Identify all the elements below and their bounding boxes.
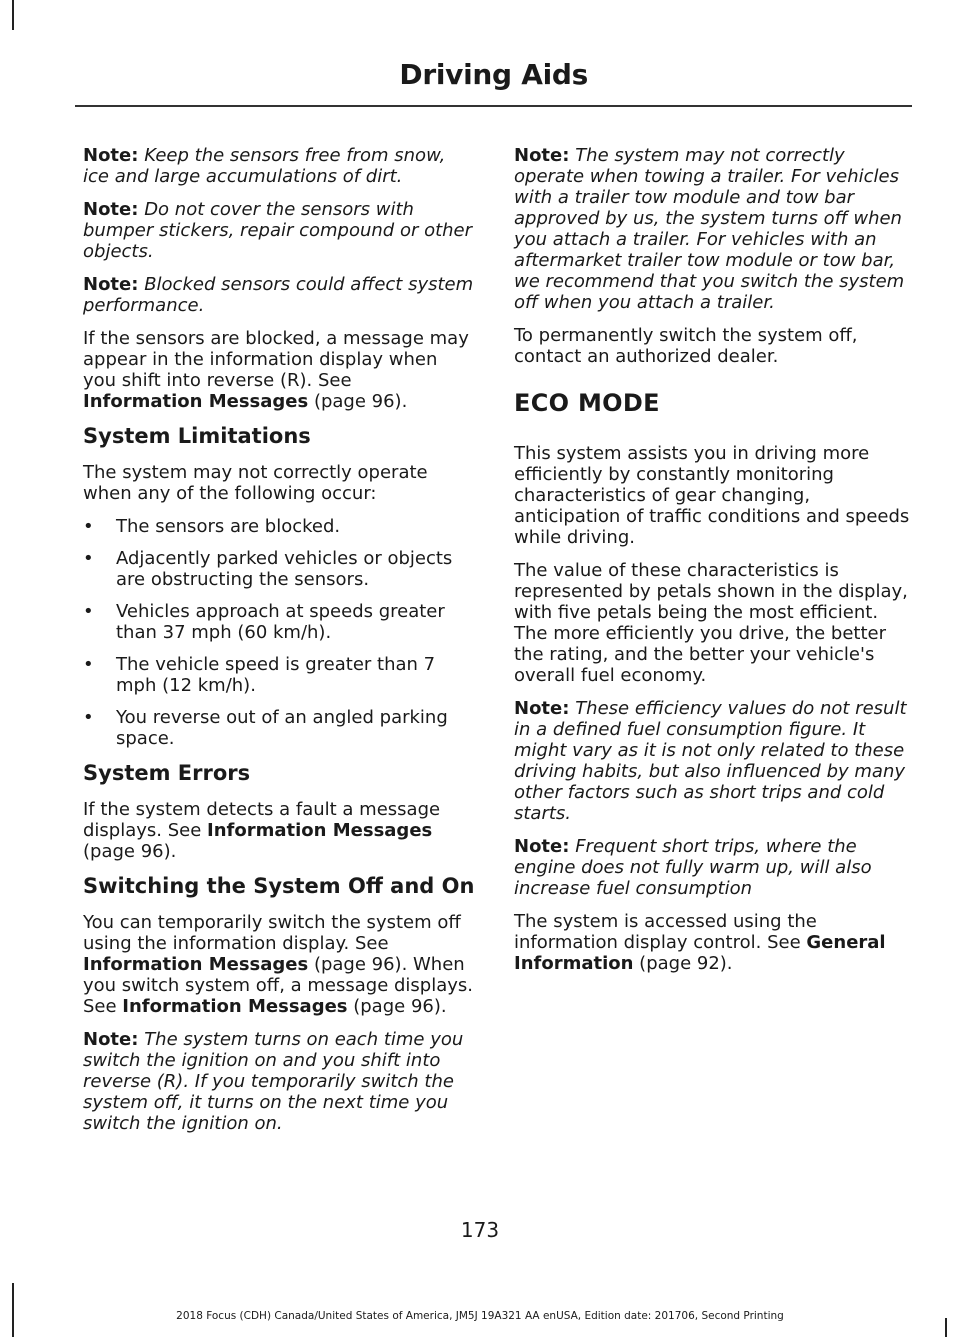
body-text: You can temporarily switch the system off using the information display. See [83,912,461,954]
note-paragraph [83,199,475,262]
note-text: These efficiency values do not result in a defined fuel consumption figure. It might vary as it is not only related to these driving habits, but also influenced by many other factors such as short trips and cold starts. [514,698,907,824]
body-paragraph [514,911,910,974]
note-paragraph [83,145,475,187]
bullet-icon: • [83,601,94,622]
bullet-icon: • [83,548,94,569]
list-item [83,548,475,590]
list-item [83,654,475,696]
bullet-icon: • [83,516,94,537]
body-paragraph [83,799,475,862]
note-paragraph [83,1029,475,1134]
list-item [83,516,475,537]
list-item-text: Vehicles approach at speeds greater than 37 mph (60 km/h). [116,601,445,643]
note-label: Note: [83,274,139,295]
list-item [83,601,475,643]
body-text: If the system detects a fault a message displays. See [83,799,441,841]
body-text: The system is accessed using the information display control. See [514,911,817,953]
note-label: Note: [83,1029,139,1050]
note-text: Frequent short trips, where the engine does not fully warm up, will also increase fuel consumption [514,836,872,899]
list-item [83,707,475,749]
note-text: The system turns on each time you switch the ignition on and you shift into reverse (R). If you temporarily switch the system off, it turns on the next time you switch the ignition on. [83,1029,464,1134]
limitations-list [83,516,475,749]
right-column [514,145,910,986]
note-text: Keep the sensors free from snow, ice and large accumulations of dirt. [83,145,446,187]
heading-eco-mode: ECO MODE [514,389,660,417]
section-title: Driving Aids [399,58,588,91]
body-text: If the sensors are blocked, a message may appear in the information display when you shift into reverse (R). See [83,328,469,391]
note-label: Note: [514,145,570,166]
cross-reference-link[interactable]: Information Messages [207,820,433,841]
page-ref: (page 96). [83,841,177,862]
subheading-system-errors: System Errors [83,761,251,785]
cross-reference-link[interactable]: Information Messages [83,954,309,975]
cross-reference-link[interactable]: General Information [514,932,886,974]
footer-edition-info: 2018 Focus (CDH) Canada/United States of America, JM5J 19A321 AA enUSA, Edition date: 201706, Second Printing [176,1310,784,1322]
note-paragraph [514,698,910,824]
note-text: Do not cover the sensors with bumper stickers, repair compound or other objects. [83,199,473,262]
page-ref: (page 92). [633,953,733,974]
body-paragraph [83,912,475,1017]
subheading-switching-off-on: Switching the System Off and On [83,874,475,898]
list-item-text: The sensors are blocked. [116,516,341,537]
note-text: The system may not correctly operate when towing a trailer. For vehicles with a trailer tow module and tow bar approved by us, the system turns off when you attach a trailer. For vehicles with an aftermarket trailer tow module or tow bar, we recommend that you switch the system off when you attach a trailer. [514,145,905,313]
note-label: Note: [83,145,139,166]
note-label: Note: [514,698,570,719]
crop-mark [12,0,14,30]
list-item-text: The vehicle speed is greater than 7 mph (12 km/h). [116,654,436,696]
body-paragraph: The system may not correctly operate when any of the following occur: [83,462,428,504]
note-paragraph [514,145,910,313]
cross-reference-link[interactable]: Information Messages [122,996,348,1017]
body-paragraph: The value of these characteristics is represented by petals shown in the display, with five petals being the most efficient. The more efficiently you drive, the better the rating, and the better your vehicle's overall fuel economy. [514,560,908,686]
body-text: (page 96). When you switch system off, a message displays. See [83,954,474,1017]
page-ref: (page 96). [347,996,447,1017]
bullet-icon: • [83,654,94,675]
cross-reference-link[interactable]: Information Messages [83,391,309,412]
header-divider [75,105,912,107]
page-number: 173 [460,1218,500,1242]
bullet-icon: • [83,707,94,728]
subheading-system-limitations: System Limitations [83,424,311,448]
body-paragraph: This system assists you in driving more efficiently by constantly monitoring characteristics of gear changing, anticipation of traffic conditions and speeds while driving. [514,443,910,548]
list-item-text: You reverse out of an angled parking space. [116,707,448,749]
note-paragraph [83,274,475,316]
body-paragraph: To permanently switch the system off, contact an authorized dealer. [514,325,858,367]
left-column [83,145,475,1146]
note-label: Note: [83,199,139,220]
list-item-text: Adjacently parked vehicles or objects are obstructing the sensors. [116,548,453,590]
page-ref: (page 96). [308,391,408,412]
note-paragraph [514,836,910,899]
note-label: Note: [514,836,570,857]
note-text: Blocked sensors could affect system performance. [83,274,474,316]
body-paragraph [83,328,475,412]
